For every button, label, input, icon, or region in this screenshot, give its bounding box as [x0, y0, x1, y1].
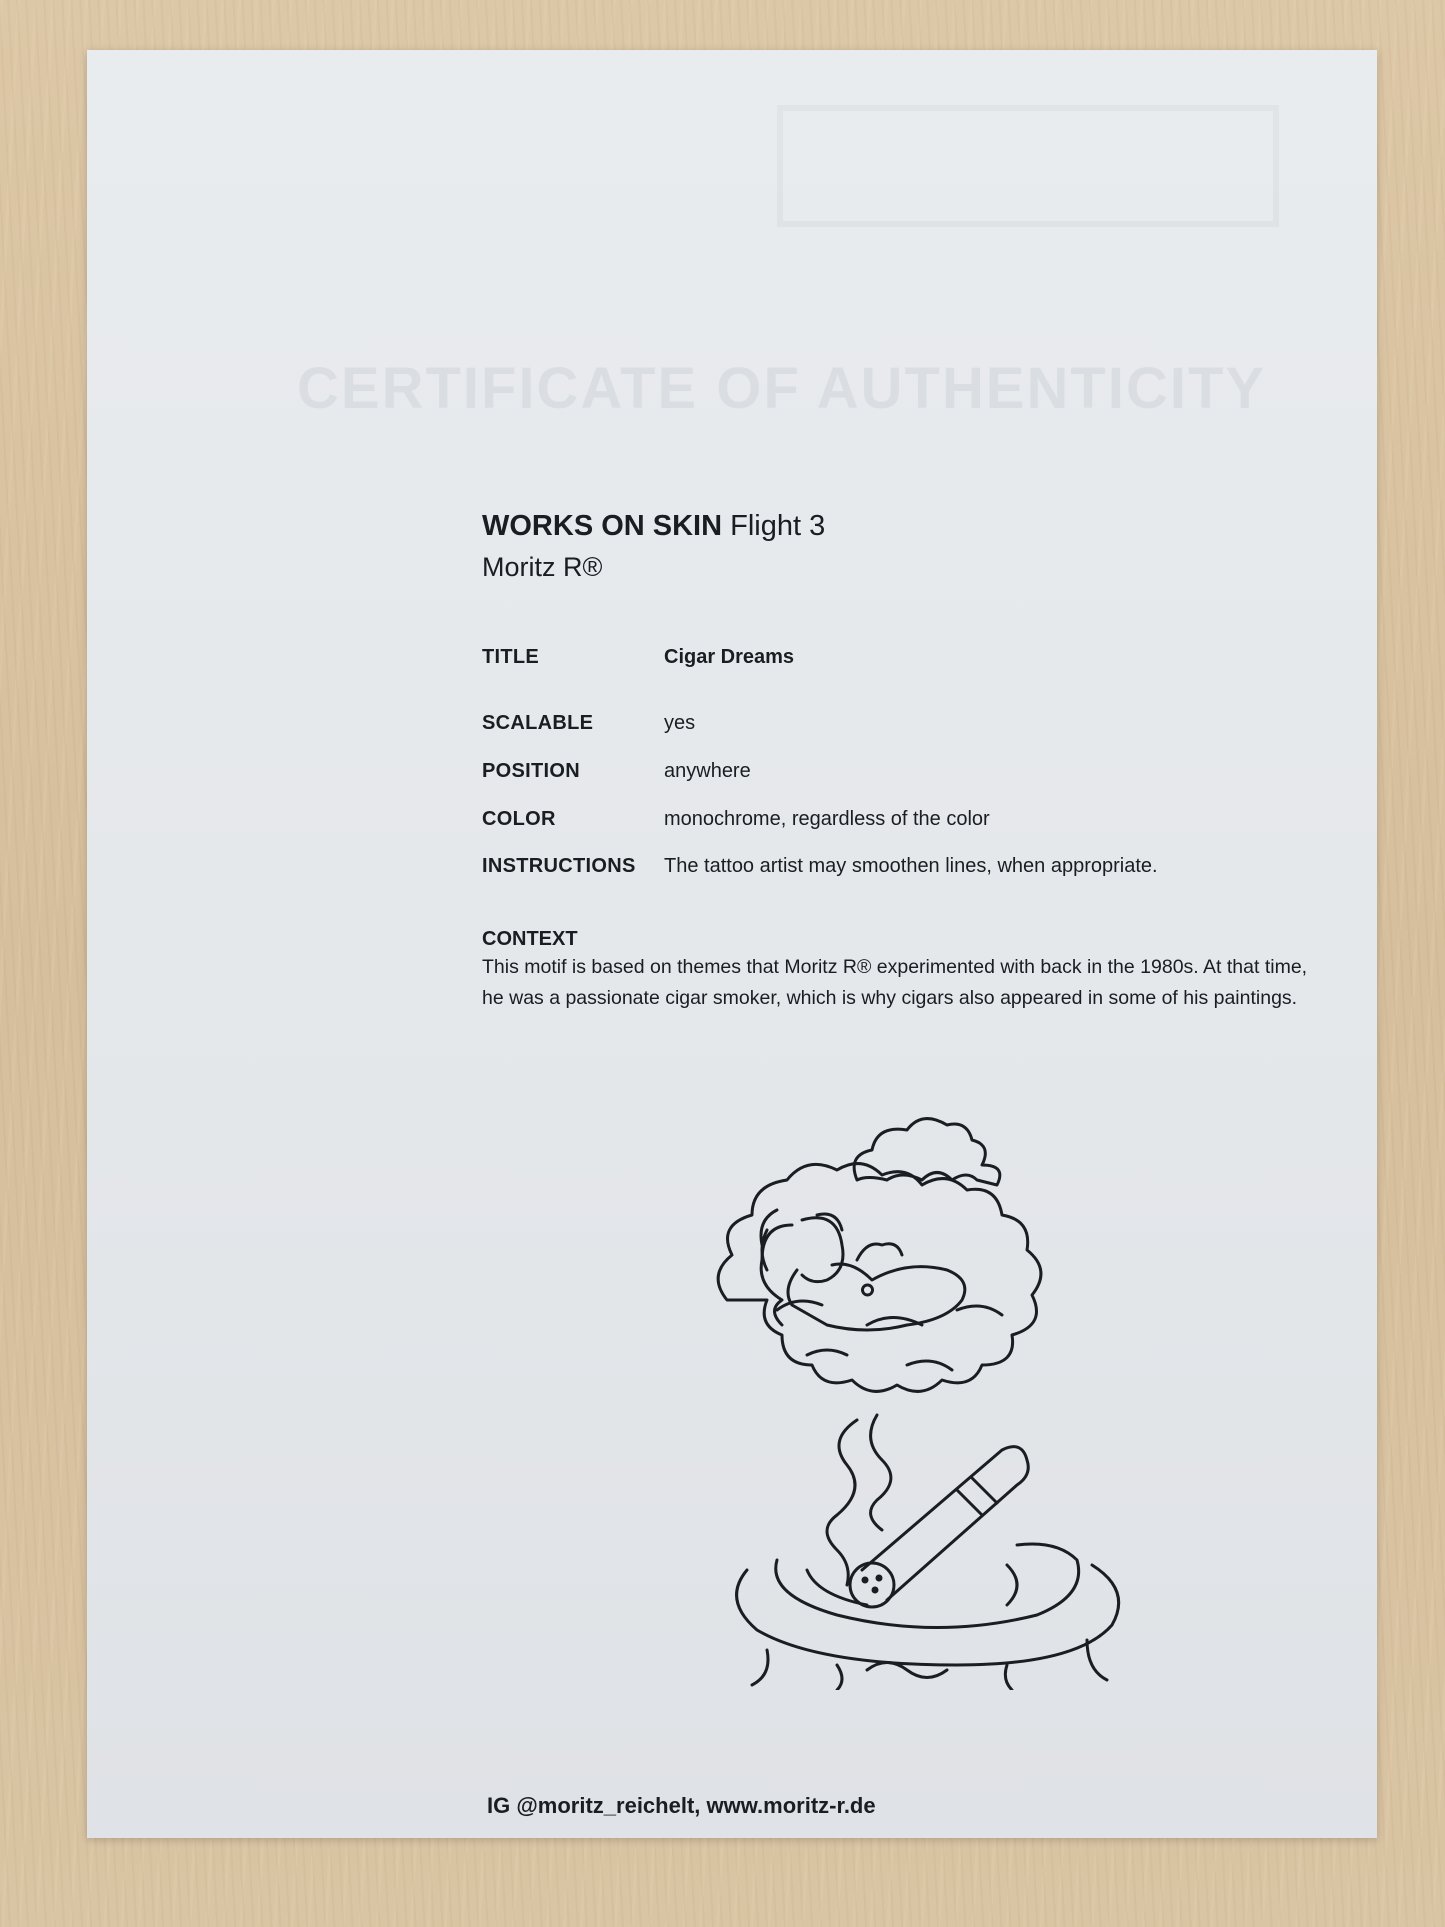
field-value: yes	[664, 712, 696, 734]
certificate-sheet	[87, 50, 1377, 1838]
field-label: POSITION	[482, 760, 580, 782]
field-value: The tattoo artist may smoothen lines, when appropriate.	[664, 855, 1158, 877]
field-value: anywhere	[664, 760, 751, 782]
show-through-heading: CERTIFICATE OF AUTHENTICITY	[297, 356, 1267, 421]
context-label: CONTEXT	[482, 928, 578, 950]
context-text: This motif is based on themes that Moritz R® experimented with back in the 1980s. At that time, he was a passionate cigar smoker, which is why cigars also appeared in some of his paintings.	[482, 956, 1308, 1009]
field-label: INSTRUCTIONS	[482, 855, 636, 877]
field-label: COLOR	[482, 808, 556, 830]
field-label: SCALABLE	[482, 712, 594, 734]
flight-label: Flight 3	[730, 510, 826, 542]
show-through-stamp	[777, 105, 1279, 227]
field-value: monochrome, regardless of the color	[664, 808, 990, 830]
series-name: WORKS ON SKIN	[482, 510, 723, 542]
series-heading	[482, 508, 1342, 544]
motif-info	[482, 508, 1342, 1009]
field-value: Cigar Dreams	[664, 646, 795, 668]
field-label: TITLE	[482, 646, 540, 668]
footer-contact: IG @moritz_reichelt, www.moritz-r.de	[487, 1793, 876, 1818]
artist-name: Moritz R®	[482, 552, 603, 582]
cigar-dreams-drawing	[707, 1110, 1127, 1690]
